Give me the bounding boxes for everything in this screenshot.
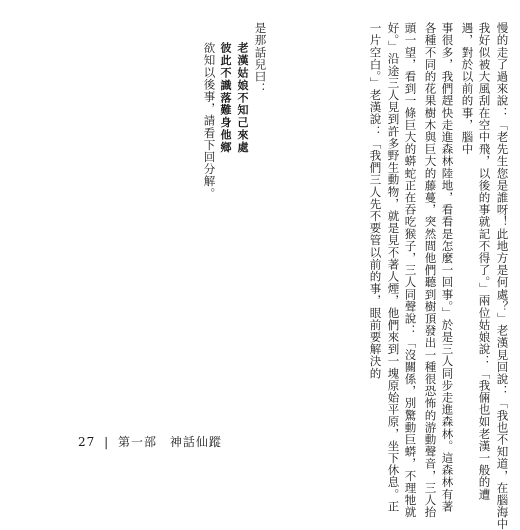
text-column-6 — [424, 22, 436, 518]
text-column-6-text: 各種不同的花果樹木與巨大的藤蔓，突然間他們聽到樹頂發出一種很恐怖的游動聲音，三人抬 — [423, 22, 438, 519]
text-column-1-text: 一片空白。」老漢說：「我們三人先不要管以前的事，眼前要解決的 — [368, 22, 383, 380]
text-column-8 — [387, 22, 399, 512]
text-column-4 — [461, 22, 473, 155]
footer-section: 第一部 — [117, 435, 157, 449]
text-column-5 — [441, 22, 453, 512]
text-column-4-text: 遇，對於以前的事，腦中 — [460, 22, 475, 156]
closing-line — [203, 42, 215, 199]
text-column-7 — [404, 22, 416, 518]
verse-line-2 — [220, 42, 231, 154]
verse-line-2-text: 彼此不識落難身他鄉 — [219, 42, 232, 154]
page-footer — [78, 433, 222, 450]
text-column-7-text: 頭一望，看到一條巨大的蟒蛇正在吞吃猴子，三人同聲說：「沒關係，別驚動巨蟒，不理牠就 — [403, 22, 418, 519]
footer-separator: | — [104, 435, 110, 449]
text-column-2-text: 慢的走了過來說：「老先生您是誰呀！此地方是何處？」老漢見回說：「我也不知道，在腦海中 — [495, 22, 510, 530]
closing-line-text: 欲知以後事，請看下回分解。 — [202, 42, 217, 200]
text-column-1 — [369, 22, 381, 379]
footer-book-title: 神話仙蹤 — [169, 435, 222, 449]
text-column-2 — [496, 22, 508, 530]
text-column-3-text: 我好似被大風刮在空中飛，以後的事就記不得了。」兩位姑娘說：「我倆也如老漢一般的遭 — [477, 22, 492, 501]
page-number: 27 — [78, 435, 96, 449]
text-column-3 — [478, 22, 490, 500]
text-column-9 — [254, 22, 266, 95]
text-column-5-text: 事很多，我們趕快走進森林陸地，看看是怎麼一回事。」於是三人同步走進森林。這森林有著 — [440, 22, 455, 513]
text-column-8-text: 好。」沿途三人見到許多野生動物，就是見不著人煙，他們來到一塊原始平原，坐下休息。正 — [386, 22, 401, 513]
verse-line-1 — [237, 42, 248, 154]
text-column-9-text: 是那話兒曰： — [253, 22, 268, 95]
verse-line-1-text: 老漢姑娘不知己來處 — [236, 42, 249, 154]
